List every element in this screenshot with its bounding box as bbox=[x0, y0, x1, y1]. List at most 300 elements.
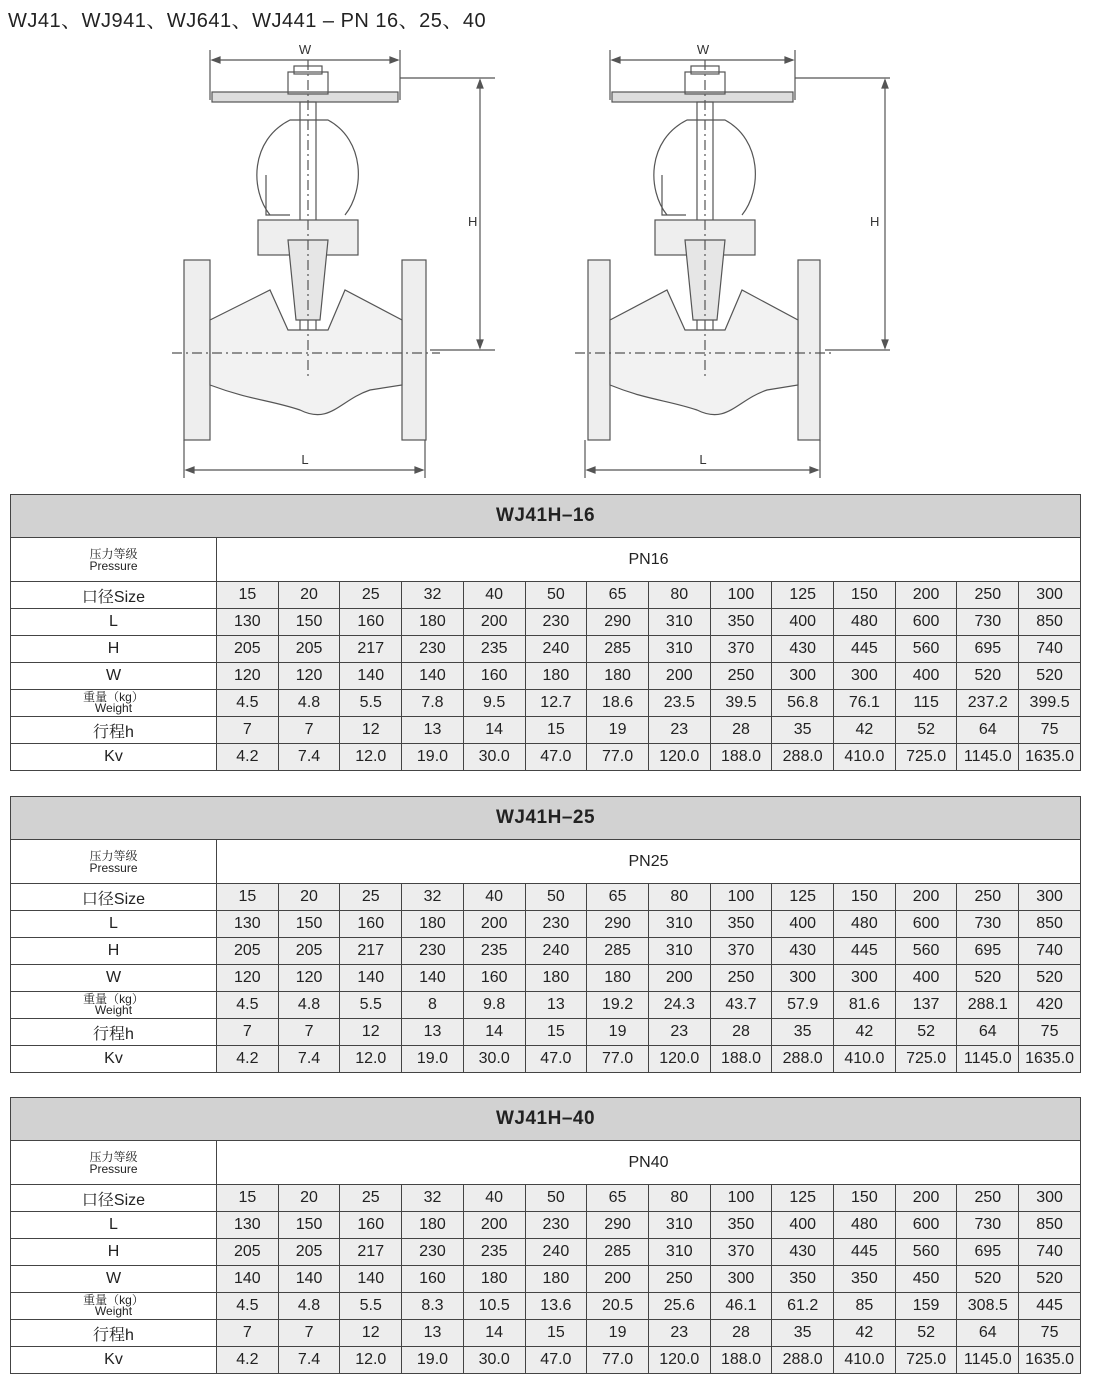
table-cell: 520 bbox=[957, 965, 1019, 992]
table-cell: 57.9 bbox=[772, 992, 834, 1019]
table-cell: 725.0 bbox=[895, 1347, 957, 1374]
table-cell: 4.8 bbox=[278, 1293, 340, 1320]
table-cell: 64 bbox=[957, 717, 1019, 744]
h-row bbox=[11, 938, 1081, 965]
table-cell: 77.0 bbox=[587, 1347, 649, 1374]
table-cell: 140 bbox=[402, 663, 464, 690]
table-cell: 180 bbox=[587, 965, 649, 992]
table-cell: 180 bbox=[402, 911, 464, 938]
table-cell: 300 bbox=[710, 1266, 772, 1293]
kv-row bbox=[11, 744, 1081, 771]
w-row-label: W bbox=[11, 1266, 217, 1293]
table-cell: 430 bbox=[772, 938, 834, 965]
table-cell: 290 bbox=[587, 911, 649, 938]
right-h-label: H bbox=[870, 214, 880, 229]
size-row-label: 口径Size bbox=[11, 884, 217, 911]
size-row bbox=[11, 884, 1081, 911]
table-cell: 140 bbox=[278, 1266, 340, 1293]
pressure-label bbox=[11, 840, 217, 884]
table-cell: 200 bbox=[895, 582, 957, 609]
table-cell: 250 bbox=[710, 965, 772, 992]
weight-label-cn: 重量（kg） bbox=[83, 1293, 144, 1307]
table-cell: 250 bbox=[957, 1185, 1019, 1212]
table-cell: 120 bbox=[278, 663, 340, 690]
w-row bbox=[11, 663, 1081, 690]
table-title: WJ41H–16 bbox=[11, 495, 1081, 538]
pressure-label-en: Pressure bbox=[89, 1161, 138, 1176]
valve-drawings bbox=[0, 30, 1100, 490]
table-cell: 13 bbox=[402, 1320, 464, 1347]
table-cell: 25 bbox=[340, 884, 402, 911]
h-row bbox=[11, 1239, 1081, 1266]
table-cell: 230 bbox=[525, 609, 587, 636]
l-row bbox=[11, 911, 1081, 938]
table-cell: 64 bbox=[957, 1320, 1019, 1347]
w-row-label: W bbox=[11, 663, 217, 690]
table-cell: 125 bbox=[772, 582, 834, 609]
table-cell: 310 bbox=[648, 1239, 710, 1266]
table-cell: 310 bbox=[648, 911, 710, 938]
table-cell: 80 bbox=[648, 1185, 710, 1212]
table-cell: 160 bbox=[340, 911, 402, 938]
table-cell: 13 bbox=[402, 1019, 464, 1046]
table-cell: 75 bbox=[1019, 1320, 1081, 1347]
table-cell: 230 bbox=[402, 636, 464, 663]
table-cell: 230 bbox=[525, 911, 587, 938]
h-row-label: H bbox=[11, 938, 217, 965]
table-cell: 52 bbox=[895, 1019, 957, 1046]
table-cell: 40 bbox=[463, 1185, 525, 1212]
table-cell: 520 bbox=[1019, 965, 1081, 992]
table-cell: 850 bbox=[1019, 609, 1081, 636]
table-cell: 7 bbox=[278, 1320, 340, 1347]
table-cell: 240 bbox=[525, 636, 587, 663]
table-cell: 480 bbox=[834, 1212, 896, 1239]
table-cell: 350 bbox=[710, 609, 772, 636]
table-cell: 35 bbox=[772, 1320, 834, 1347]
table-cell: 30.0 bbox=[463, 744, 525, 771]
table-cell: 200 bbox=[648, 965, 710, 992]
table-cell: 12.0 bbox=[340, 1347, 402, 1374]
table-cell: 410.0 bbox=[834, 1046, 896, 1073]
valve-drawing-left bbox=[170, 40, 510, 485]
table-cell: 480 bbox=[834, 911, 896, 938]
table-cell: 81.6 bbox=[834, 992, 896, 1019]
table-cell: 19 bbox=[587, 1019, 649, 1046]
table-cell: 5.5 bbox=[340, 992, 402, 1019]
table-cell: 180 bbox=[525, 1266, 587, 1293]
w-row-label: W bbox=[11, 965, 217, 992]
table-cell: 740 bbox=[1019, 636, 1081, 663]
table-cell: 410.0 bbox=[834, 744, 896, 771]
table-cell: 9.5 bbox=[463, 690, 525, 717]
table-cell: 450 bbox=[895, 1266, 957, 1293]
table-cell: 1145.0 bbox=[957, 1347, 1019, 1374]
table-cell: 188.0 bbox=[710, 1347, 772, 1374]
table-cell: 43.7 bbox=[710, 992, 772, 1019]
right-w-label: W bbox=[696, 42, 710, 57]
table-cell: 370 bbox=[710, 938, 772, 965]
pressure-label bbox=[11, 538, 217, 582]
table-cell: 19 bbox=[587, 717, 649, 744]
stroke-row bbox=[11, 1019, 1081, 1046]
table-cell: 160 bbox=[402, 1266, 464, 1293]
table-cell: 730 bbox=[957, 1212, 1019, 1239]
table-cell: 13 bbox=[402, 717, 464, 744]
w-row bbox=[11, 965, 1081, 992]
table-cell: 7 bbox=[217, 1320, 279, 1347]
table-cell: 205 bbox=[217, 1239, 279, 1266]
table-cell: 47.0 bbox=[525, 1347, 587, 1374]
table-cell: 4.5 bbox=[217, 1293, 279, 1320]
pressure-label-cn: 压力等级 bbox=[89, 546, 138, 561]
weight-label-cn: 重量（kg） bbox=[83, 690, 144, 704]
table-cell: 217 bbox=[340, 1239, 402, 1266]
pressure-label-cn: 压力等级 bbox=[89, 1149, 138, 1164]
table-cell: 13.6 bbox=[525, 1293, 587, 1320]
h-row-label: H bbox=[11, 1239, 217, 1266]
table-cell: 1635.0 bbox=[1019, 744, 1081, 771]
table-cell: 520 bbox=[957, 1266, 1019, 1293]
table-cell: 7 bbox=[217, 1019, 279, 1046]
table-cell: 8 bbox=[402, 992, 464, 1019]
table-cell: 400 bbox=[772, 1212, 834, 1239]
table-cell: 32 bbox=[402, 884, 464, 911]
table-cell: 300 bbox=[772, 663, 834, 690]
weight-label-en: Weight bbox=[94, 1003, 133, 1017]
table-cell: 8.3 bbox=[402, 1293, 464, 1320]
table-cell: 28 bbox=[710, 1320, 772, 1347]
table-cell: 150 bbox=[834, 582, 896, 609]
table-cell: 217 bbox=[340, 938, 402, 965]
table-cell: 400 bbox=[772, 911, 834, 938]
table-cell: 80 bbox=[648, 582, 710, 609]
table-cell: 23 bbox=[648, 717, 710, 744]
table-cell: 230 bbox=[402, 1239, 464, 1266]
table-cell: 19.0 bbox=[402, 1046, 464, 1073]
table-cell: 19 bbox=[587, 1320, 649, 1347]
page-title: WJ41、WJ941、WJ641、WJ441 – PN 16、25、40 bbox=[8, 10, 487, 32]
table-cell: 7 bbox=[278, 1019, 340, 1046]
table-cell: 40 bbox=[463, 884, 525, 911]
table-cell: 7.4 bbox=[278, 1347, 340, 1374]
kv-row-label: Kv bbox=[11, 1046, 217, 1073]
table-cell: 64 bbox=[957, 1019, 1019, 1046]
pressure-label-en: Pressure bbox=[89, 860, 138, 875]
table-cell: 730 bbox=[957, 609, 1019, 636]
table-cell: 160 bbox=[463, 965, 525, 992]
table-cell: 20 bbox=[278, 884, 340, 911]
table-cell: 4.8 bbox=[278, 992, 340, 1019]
table-cell: 150 bbox=[278, 911, 340, 938]
table-cell: 14 bbox=[463, 1019, 525, 1046]
table-cell: 180 bbox=[463, 1266, 525, 1293]
table-cell: 7.4 bbox=[278, 744, 340, 771]
table-cell: 180 bbox=[525, 965, 587, 992]
left-l-label: L bbox=[301, 452, 309, 467]
table-cell: 20 bbox=[278, 582, 340, 609]
table-cell: 350 bbox=[834, 1266, 896, 1293]
size-row-label: 口径Size bbox=[11, 1185, 217, 1212]
table-cell: 240 bbox=[525, 1239, 587, 1266]
table-cell: 42 bbox=[834, 1019, 896, 1046]
table-cell: 399.5 bbox=[1019, 690, 1081, 717]
table-cell: 140 bbox=[217, 1266, 279, 1293]
table-cell: 1635.0 bbox=[1019, 1046, 1081, 1073]
table-cell: 47.0 bbox=[525, 1046, 587, 1073]
table-cell: 308.5 bbox=[957, 1293, 1019, 1320]
table-cell: 13 bbox=[525, 992, 587, 1019]
table-cell: 180 bbox=[587, 663, 649, 690]
table-cell: 28 bbox=[710, 717, 772, 744]
size-row-label: 口径Size bbox=[11, 582, 217, 609]
table-cell: 50 bbox=[525, 582, 587, 609]
table-cell: 4.2 bbox=[217, 1347, 279, 1374]
l-row bbox=[11, 609, 1081, 636]
l-row-label: L bbox=[11, 1212, 217, 1239]
table-cell: 250 bbox=[957, 884, 1019, 911]
table-cell: 15 bbox=[217, 582, 279, 609]
table-cell: 4.2 bbox=[217, 1046, 279, 1073]
table-cell: 120.0 bbox=[648, 744, 710, 771]
weight-row bbox=[11, 992, 1081, 1019]
table-cell: 65 bbox=[587, 582, 649, 609]
table-cell: 15 bbox=[217, 884, 279, 911]
pressure-value: PN40 bbox=[217, 1141, 1081, 1185]
table-cell: 445 bbox=[1019, 1293, 1081, 1320]
table-cell: 15 bbox=[525, 1019, 587, 1046]
table-cell: 140 bbox=[340, 1266, 402, 1293]
left-h-label: H bbox=[468, 214, 478, 229]
table-cell: 285 bbox=[587, 938, 649, 965]
table-cell: 285 bbox=[587, 1239, 649, 1266]
table-cell: 12.0 bbox=[340, 1046, 402, 1073]
table-cell: 10.5 bbox=[463, 1293, 525, 1320]
table-cell: 370 bbox=[710, 1239, 772, 1266]
table-cell: 23.5 bbox=[648, 690, 710, 717]
table-cell: 32 bbox=[402, 582, 464, 609]
stroke-row-label: 行程h bbox=[11, 1320, 217, 1347]
kv-row bbox=[11, 1046, 1081, 1073]
table-cell: 20 bbox=[278, 1185, 340, 1212]
h-row-label: H bbox=[11, 636, 217, 663]
table-cell: 35 bbox=[772, 717, 834, 744]
table-cell: 5.5 bbox=[340, 690, 402, 717]
spec-table-wj41h-25 bbox=[10, 796, 1081, 1073]
table-cell: 350 bbox=[710, 911, 772, 938]
table-cell: 9.8 bbox=[463, 992, 525, 1019]
table-cell: 85 bbox=[834, 1293, 896, 1320]
table-cell: 130 bbox=[217, 609, 279, 636]
table-cell: 160 bbox=[463, 663, 525, 690]
table-cell: 560 bbox=[895, 636, 957, 663]
table-cell: 150 bbox=[834, 884, 896, 911]
table-cell: 1635.0 bbox=[1019, 1347, 1081, 1374]
table-cell: 180 bbox=[402, 1212, 464, 1239]
table-cell: 200 bbox=[463, 911, 525, 938]
table-cell: 300 bbox=[1019, 884, 1081, 911]
table-cell: 19.0 bbox=[402, 1347, 464, 1374]
table-title: WJ41H–25 bbox=[11, 797, 1081, 840]
table-cell: 1145.0 bbox=[957, 744, 1019, 771]
table-cell: 47.0 bbox=[525, 744, 587, 771]
table-cell: 230 bbox=[525, 1212, 587, 1239]
table-cell: 100 bbox=[710, 884, 772, 911]
table-cell: 310 bbox=[648, 609, 710, 636]
table-cell: 520 bbox=[1019, 1266, 1081, 1293]
weight-label-en: Weight bbox=[94, 701, 133, 715]
table-cell: 217 bbox=[340, 636, 402, 663]
table-cell: 56.8 bbox=[772, 690, 834, 717]
table-cell: 7.8 bbox=[402, 690, 464, 717]
table-cell: 288.0 bbox=[772, 744, 834, 771]
table-cell: 61.2 bbox=[772, 1293, 834, 1320]
table-cell: 1145.0 bbox=[957, 1046, 1019, 1073]
table-cell: 850 bbox=[1019, 911, 1081, 938]
table-cell: 77.0 bbox=[587, 744, 649, 771]
table-cell: 725.0 bbox=[895, 1046, 957, 1073]
table-cell: 14 bbox=[463, 1320, 525, 1347]
table-cell: 445 bbox=[834, 1239, 896, 1266]
table-cell: 600 bbox=[895, 1212, 957, 1239]
table-cell: 300 bbox=[834, 663, 896, 690]
right-l-label: L bbox=[699, 452, 707, 467]
table-cell: 140 bbox=[340, 965, 402, 992]
table-cell: 25 bbox=[340, 1185, 402, 1212]
table-cell: 125 bbox=[772, 1185, 834, 1212]
table-cell: 350 bbox=[772, 1266, 834, 1293]
table-cell: 200 bbox=[895, 884, 957, 911]
table-cell: 200 bbox=[463, 609, 525, 636]
table-cell: 237.2 bbox=[957, 690, 1019, 717]
table-cell: 50 bbox=[525, 1185, 587, 1212]
table-cell: 77.0 bbox=[587, 1046, 649, 1073]
valve-drawing-right bbox=[570, 40, 900, 485]
table-cell: 100 bbox=[710, 582, 772, 609]
left-w-label: W bbox=[298, 42, 312, 57]
table-cell: 200 bbox=[895, 1185, 957, 1212]
table-cell: 12 bbox=[340, 717, 402, 744]
table-cell: 230 bbox=[402, 938, 464, 965]
table-cell: 35 bbox=[772, 1019, 834, 1046]
table-cell: 520 bbox=[1019, 663, 1081, 690]
table-cell: 445 bbox=[834, 636, 896, 663]
table-cell: 25.6 bbox=[648, 1293, 710, 1320]
table-cell: 740 bbox=[1019, 938, 1081, 965]
table-cell: 400 bbox=[895, 663, 957, 690]
table-cell: 130 bbox=[217, 1212, 279, 1239]
table-cell: 15 bbox=[217, 1185, 279, 1212]
table-cell: 290 bbox=[587, 609, 649, 636]
table-cell: 150 bbox=[834, 1185, 896, 1212]
spec-table-wj41h-16 bbox=[10, 494, 1081, 771]
kv-row-label: Kv bbox=[11, 1347, 217, 1374]
table-cell: 350 bbox=[710, 1212, 772, 1239]
stroke-row bbox=[11, 717, 1081, 744]
table-cell: 75 bbox=[1019, 1019, 1081, 1046]
table-cell: 300 bbox=[1019, 1185, 1081, 1212]
table-cell: 120 bbox=[278, 965, 340, 992]
table-cell: 18.6 bbox=[587, 690, 649, 717]
table-cell: 23 bbox=[648, 1019, 710, 1046]
table-cell: 235 bbox=[463, 636, 525, 663]
table-cell: 310 bbox=[648, 938, 710, 965]
pressure-value: PN25 bbox=[217, 840, 1081, 884]
weight-label-cn: 重量（kg） bbox=[83, 992, 144, 1006]
pressure-label-en: Pressure bbox=[89, 558, 138, 573]
table-cell: 188.0 bbox=[710, 744, 772, 771]
table-cell: 15 bbox=[525, 717, 587, 744]
table-cell: 205 bbox=[217, 938, 279, 965]
table-cell: 4.2 bbox=[217, 744, 279, 771]
table-cell: 288.0 bbox=[772, 1046, 834, 1073]
h-row bbox=[11, 636, 1081, 663]
table-cell: 410.0 bbox=[834, 1347, 896, 1374]
table-cell: 850 bbox=[1019, 1212, 1081, 1239]
table-cell: 240 bbox=[525, 938, 587, 965]
table-cell: 120.0 bbox=[648, 1046, 710, 1073]
w-row bbox=[11, 1266, 1081, 1293]
table-cell: 235 bbox=[463, 938, 525, 965]
table-cell: 430 bbox=[772, 1239, 834, 1266]
table-cell: 150 bbox=[278, 1212, 340, 1239]
table-cell: 5.5 bbox=[340, 1293, 402, 1320]
stroke-row bbox=[11, 1320, 1081, 1347]
table-cell: 19.2 bbox=[587, 992, 649, 1019]
table-cell: 4.5 bbox=[217, 992, 279, 1019]
weight-label bbox=[11, 1293, 217, 1320]
table-cell: 12 bbox=[340, 1019, 402, 1046]
table-cell: 188.0 bbox=[710, 1046, 772, 1073]
table-cell: 430 bbox=[772, 636, 834, 663]
table-cell: 115 bbox=[895, 690, 957, 717]
table-cell: 40 bbox=[463, 582, 525, 609]
l-row-label: L bbox=[11, 911, 217, 938]
table-cell: 200 bbox=[587, 1266, 649, 1293]
table-cell: 50 bbox=[525, 884, 587, 911]
weight-row bbox=[11, 1293, 1081, 1320]
table-cell: 32 bbox=[402, 1185, 464, 1212]
table-cell: 12.0 bbox=[340, 744, 402, 771]
table-cell: 76.1 bbox=[834, 690, 896, 717]
table-cell: 120 bbox=[217, 663, 279, 690]
pressure-label-cn: 压力等级 bbox=[89, 848, 138, 863]
table-cell: 28 bbox=[710, 1019, 772, 1046]
table-cell: 205 bbox=[217, 636, 279, 663]
weight-label bbox=[11, 690, 217, 717]
table-cell: 25 bbox=[340, 582, 402, 609]
table-cell: 42 bbox=[834, 717, 896, 744]
weight-row bbox=[11, 690, 1081, 717]
table-cell: 15 bbox=[525, 1320, 587, 1347]
pressure-label bbox=[11, 1141, 217, 1185]
table-cell: 42 bbox=[834, 1320, 896, 1347]
table-cell: 400 bbox=[772, 609, 834, 636]
table-cell: 24.3 bbox=[648, 992, 710, 1019]
table-cell: 180 bbox=[402, 609, 464, 636]
table-cell: 695 bbox=[957, 636, 1019, 663]
table-cell: 14 bbox=[463, 717, 525, 744]
table-cell: 12.7 bbox=[525, 690, 587, 717]
table-cell: 300 bbox=[1019, 582, 1081, 609]
table-cell: 480 bbox=[834, 609, 896, 636]
table-cell: 160 bbox=[340, 1212, 402, 1239]
table-cell: 400 bbox=[895, 965, 957, 992]
table-cell: 200 bbox=[463, 1212, 525, 1239]
table-cell: 7 bbox=[278, 717, 340, 744]
table-cell: 100 bbox=[710, 1185, 772, 1212]
table-cell: 150 bbox=[278, 609, 340, 636]
